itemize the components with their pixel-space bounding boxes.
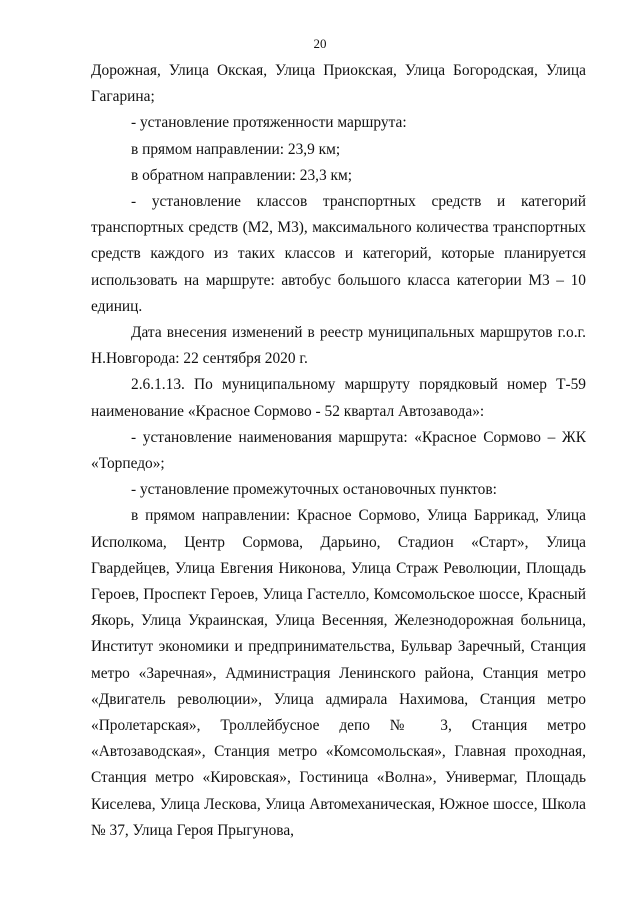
paragraph: - установление наименования маршрута: «Красное Сормово – ЖК «Торпедо»; bbox=[91, 428, 586, 473]
paragraph: 2.6.1.13. По муниципальному маршруту порядковый номер Т-59 наименование «Красное Сормово - 52 квартал Автозавода»: bbox=[91, 376, 586, 420]
paragraph: в обратном направлении: 23,3 км; bbox=[131, 166, 353, 184]
document-body bbox=[91, 58, 586, 844]
paragraph: - установление промежуточных остановочных пунктов: bbox=[131, 481, 497, 499]
paragraph: в прямом направлении: 23,9 км; bbox=[131, 140, 341, 158]
paragraph: Дорожная, Улица Окская, Улица Приокская, Улица Богородская, Улица Гагарина; bbox=[91, 62, 586, 106]
paragraph: - установление протяженности маршрута: bbox=[131, 114, 407, 132]
paragraph: - установление классов транспортных средств и категорий транспортных средств (М2, М3), максимального количества транспортных средств каждого из таких классов и категорий, которые планируется использовать на маршруте: автобус большого класса категории М3 – 10 единиц. bbox=[91, 193, 586, 315]
page-number: 20 bbox=[313, 36, 327, 51]
paragraph: Дата внесения изменений в реестр муниципальных маршрутов г.о.г. Н.Новгорода: 22 сентября 2020 г. bbox=[91, 324, 586, 368]
paragraph: в прямом направлении: Красное Сормово, Улица Баррикад, Улица Исполкома, Центр Сормова, Дарьино, Стадион «Старт», Улица Гвардейцев, Улица Евгения Никонова, Улица Страж Революции, Площадь Героев, Проспект Героев, Улица Гастелло, Комсомольское шоссе, Красный Якорь, Улица Украинская, Улица Весенняя, Железнодорожная больница, Институт экономики и предпринимательства, Бульвар Заречный, Станция метро «Заречная», Администрация Ленинского района, Станция метро «Двигатель революции», Улица адмирала Нахимова, Станция метро «Пролетарская», Троллейбусное депо № 3, Станция метро «Автозаводская», Станция метро «Комсомольская», Главная проходная, Станция метро «Кировская», Гостиница «Волна», Универмаг, Площадь Киселева, Улица Лескова, Улица Автомеханическая, Южное шоссе, Школа № 37, Улица Героя Прыгунова, bbox=[91, 507, 586, 839]
